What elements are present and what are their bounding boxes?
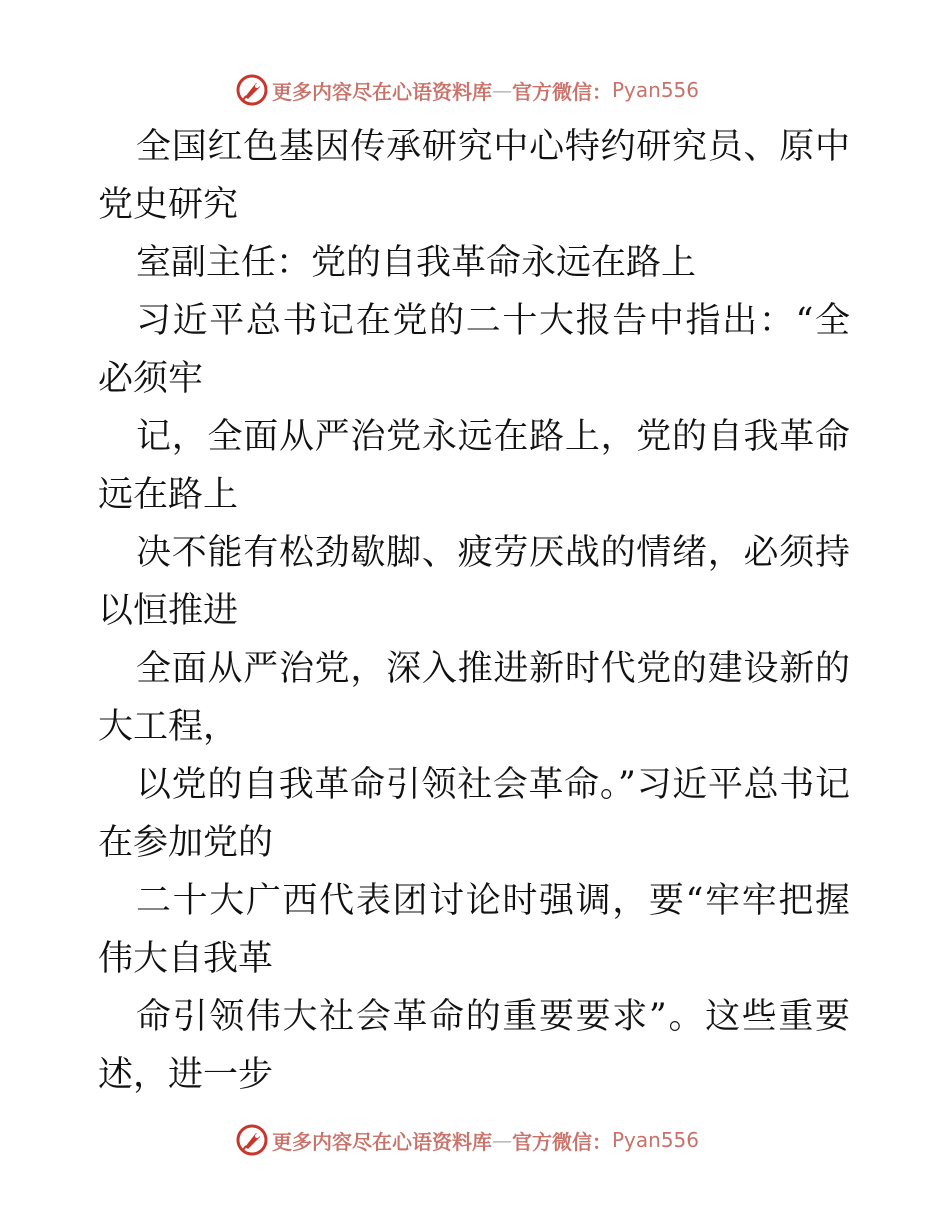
banner-site-name: 更多内容尽在心语资料库 <box>272 79 492 104</box>
body-text <box>98 118 850 1104</box>
banner-dash: — <box>492 1128 512 1152</box>
text-line: 记，全面从严治党永远在路上，党的自我革命 <box>136 417 850 457</box>
banner-official-label: 官方微信： <box>512 79 612 104</box>
text-line: 全面从严治党，深入推进新时代党的建设新的 <box>136 649 850 689</box>
pen-nib-logo-icon <box>236 74 268 106</box>
footer-watermark-banner <box>236 1122 699 1158</box>
text-line: 伟大自我革 <box>98 939 274 979</box>
text-line: 以恒推进 <box>98 591 239 631</box>
text-line: 命引领伟大社会革命的重要要求”。这些重要 <box>136 997 850 1037</box>
text-line: 二十大广西代表团讨论时强调，要“牢牢把握 <box>136 881 850 921</box>
text-line: 必须牢 <box>98 359 204 399</box>
text-line: 在参加党的 <box>98 823 274 863</box>
text-line: 全国红色基因传承研究中心特约研究员、原中 <box>136 127 850 167</box>
text-line: 习近平总书记在党的二十大报告中指出：“全 <box>136 301 850 341</box>
text-line: 远在路上 <box>98 475 239 515</box>
text-line: 党史研究 <box>98 185 239 225</box>
text-line: 室副主任：党的自我革命永远在路上 <box>136 243 697 283</box>
banner-site-name: 更多内容尽在心语资料库 <box>272 1129 492 1154</box>
banner-wechat-id: Pyan556 <box>612 78 700 102</box>
text-line: 述，进一步 <box>98 1055 274 1095</box>
pen-nib-logo-icon <box>236 1124 268 1156</box>
banner-official-label: 官方微信： <box>512 1129 612 1154</box>
banner-wechat-id: Pyan556 <box>612 1128 700 1152</box>
text-line: 以党的自我革命引领社会革命。”习近平总书记 <box>136 765 850 805</box>
header-watermark-banner <box>236 72 699 108</box>
text-line: 决不能有松劲歇脚、疲劳厌战的情绪，必须持 <box>136 533 850 573</box>
banner-dash: — <box>492 78 512 102</box>
text-line: 大工程， <box>98 707 239 747</box>
